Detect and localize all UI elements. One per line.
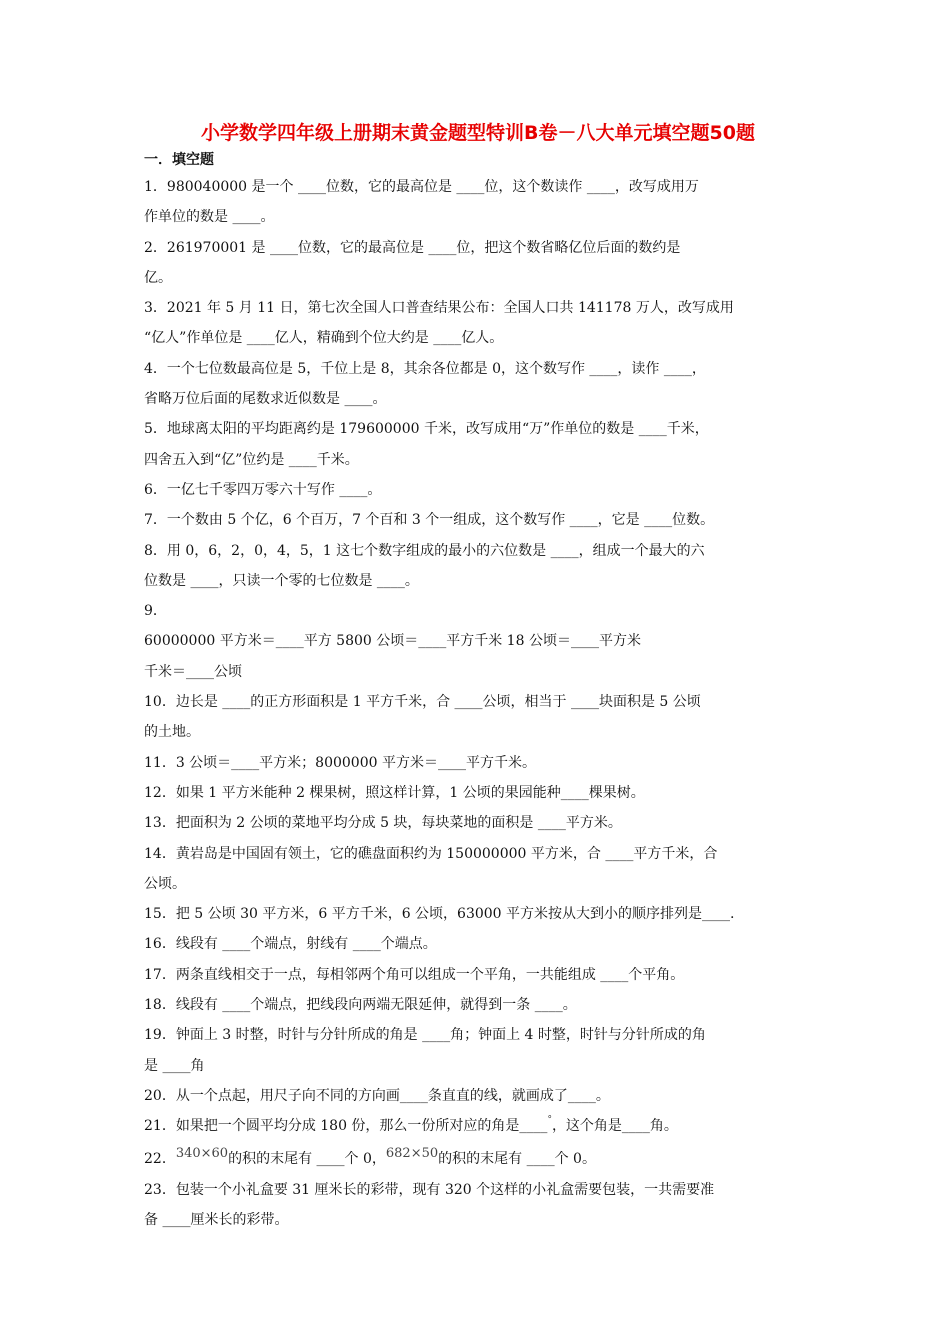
- question-line: 5．地球离太阳的平均距离约是 179600000 千米，改写成用“万”作单位的数是 ____千米，: [144, 421, 709, 438]
- question-line: 7．一个数由 5 个亿，6 个百万，7 个百和 3 个一组成，这个数写作 ____，它是 ____位数。: [144, 512, 715, 529]
- question-line: 16．线段有 ____个端点，射线有 ____个端点。: [144, 936, 437, 953]
- question-line: 4．一个七位数最高位是 5，千位上是 8，其余各位都是 0，这个数写作 ____，读作 ____，: [144, 360, 706, 377]
- question-line: 3．2021 年 5 月 11 日，第七次全国人口普查结果公布：全国人口共 141178 万人，改写成用: [144, 300, 734, 317]
- question-line: 9．: [144, 603, 167, 620]
- question-line: 位数是 ____，只读一个零的七位数是 ____。: [144, 572, 419, 589]
- question-line: 23．包装一个小礼盒要 31 厘米长的彩带，现有 320 个这样的小礼盒需要包装，一共需要准: [144, 1181, 715, 1198]
- degree-symbol: °: [547, 1115, 552, 1126]
- question-line: 18．线段有 ____个端点，把线段向两端无限延伸，就得到一条 ____。: [144, 997, 577, 1014]
- question-line: 千米＝____公顷: [144, 663, 242, 680]
- section-heading: 一．填空题: [144, 152, 214, 168]
- question-line: 8．用 0，6，2，0，4，5，1 这七个数字组成的最小的六位数是 ____，组成一个最大的六: [144, 542, 705, 559]
- question-line: 12．如果 1 平方米能种 2 棵果树，照这样计算，1 公顷的果园能种____棵果树。: [144, 784, 645, 801]
- question-line: “亿人”作单位是 ____亿人，精确到个位大约是 ____亿人。: [144, 330, 504, 347]
- question-22: [144, 1144, 812, 1175]
- question-21: [144, 1111, 812, 1143]
- question-line: 6．一亿七千零四万零六十写作 ____。: [144, 481, 382, 498]
- question-line: 四舍五入到“亿”位约是 ____千米。: [144, 451, 359, 468]
- q22-expression-1: 340×60: [175, 1145, 229, 1161]
- question-line: 60000000 平方米＝____平方 5800 公顷＝____平方千米 18 公顷＝____平方米: [144, 633, 641, 650]
- question-line: 1．980040000 是一个 ____位数，它的最高位是 ____位，这个数读作 ____，改写成用万: [144, 179, 699, 195]
- question-line: 13．把面积为 2 公顷的菜地平均分成 5 块，每块菜地的面积是 ____平方米。: [144, 815, 622, 832]
- q22-expression-2: 682×50: [385, 1145, 439, 1161]
- page-title: 小学数学四年级上册期末黄金题型特训B卷－八大单元填空题50题: [201, 122, 755, 144]
- question-line: 10．边长是 ____的正方形面积是 1 平方千米，合 ____公顷，相当于 ____块面积是 5 公顷: [144, 694, 701, 711]
- question-list: [144, 172, 812, 1235]
- worksheet-page: [144, 118, 812, 1235]
- question-line: 20．从一个点起，用尺子向不同的方向画____条直直的线，就画成了____。: [144, 1087, 610, 1104]
- q21-text-post: ，这个角是____角。: [551, 1118, 678, 1135]
- question-line: 作单位的数是 ____。: [144, 209, 275, 226]
- question-line: 省略万位后面的尾数求近似数是 ____。: [144, 391, 387, 408]
- q22-text-post: 的积的末尾有 ____个 0。: [438, 1150, 596, 1167]
- question-line: 17．两条直线相交于一点，每相邻两个角可以组成一个平角，一共能组成 ____个平角。: [144, 966, 685, 983]
- question-line: 亿。: [144, 269, 172, 286]
- q22-text-mid: 的积的末尾有 ____个 0，: [228, 1150, 386, 1167]
- question-line: 公顷。: [144, 875, 186, 892]
- question-line: 15．把 5 公顷 30 平方米，6 平方千米，6 公顷，63000 平方米按从大到小的顺序排列是____.: [144, 906, 735, 923]
- question-line: 2．261970001 是 ____位数，它的最高位是 ____位，把这个数省略亿位后面的数约是: [144, 239, 681, 256]
- question-line: 备 ____厘米长的彩带。: [144, 1212, 289, 1229]
- question-line: 的土地。: [144, 724, 200, 741]
- q21-text-pre: 21．如果把一个圆平均分成 180 份，那么一份所对应的角是____: [144, 1118, 548, 1135]
- question-line: 14．黄岩岛是中国固有领土，它的礁盘面积约为 150000000 平方米，合 ____平方千米，合: [144, 845, 718, 862]
- question-line: 19．钟面上 3 时整，时针与分针所成的角是 ____角；钟面上 4 时整，时针与分针所成的角: [144, 1027, 706, 1044]
- question-line: 11．3 公顷＝____平方米；8000000 平方米＝____平方千米。: [144, 754, 536, 771]
- question-line: 是 ____角: [144, 1057, 205, 1074]
- q22-number: 22．: [144, 1150, 176, 1167]
